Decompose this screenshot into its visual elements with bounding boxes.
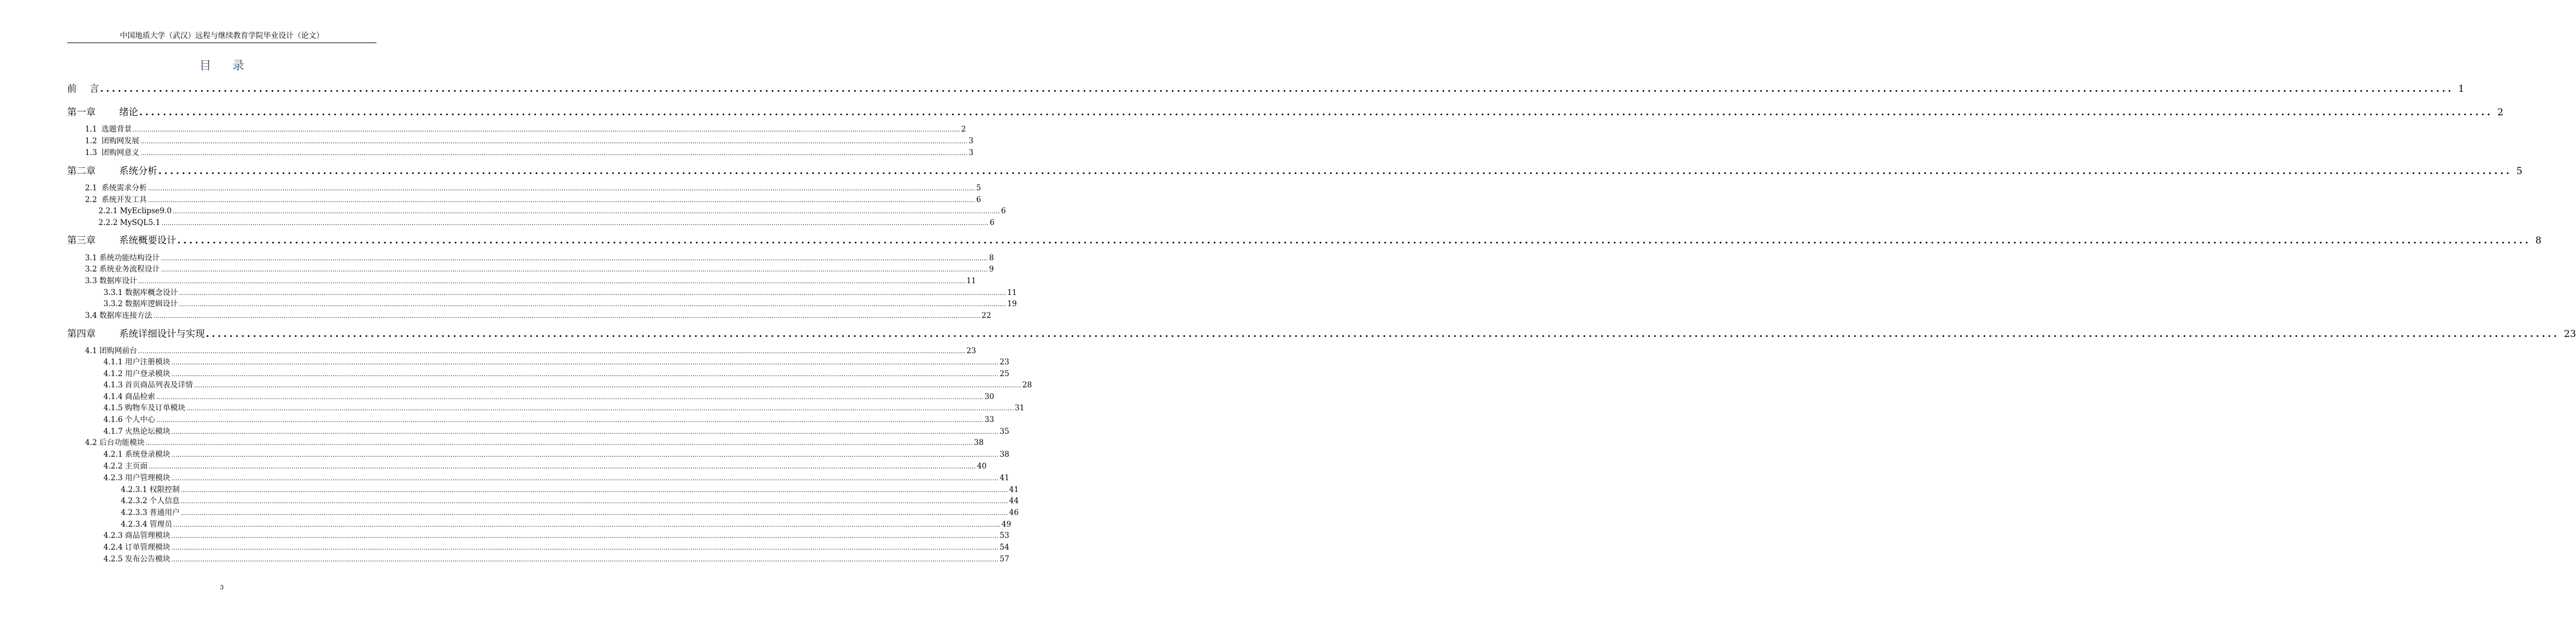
toc-entry[interactable]	[98, 206, 1006, 216]
toc-leader-dots: ................................................................................................................................................................................................................................................................................................................................................................................................................	[158, 166, 2512, 177]
toc-entry-number: 第三章	[67, 235, 96, 246]
toc-entry[interactable]	[85, 311, 991, 321]
toc-entry-page: 54	[1000, 543, 1010, 552]
toc-entry-page: 6	[976, 195, 981, 204]
toc-leader-dots: ................................................................................................................................................................................................................................................................................................................................................................................................................	[161, 219, 989, 227]
toc-entry-page: 5	[976, 184, 981, 193]
toc-entry-number: 4.1.7	[103, 427, 123, 436]
toc-entry-title: 系统需求分析	[101, 184, 147, 193]
toc-entry-page: 2	[2497, 107, 2504, 118]
toc-entry-number: 前	[67, 83, 77, 95]
toc-entry[interactable]	[67, 235, 2542, 247]
toc-entry-page: 49	[1001, 520, 1011, 529]
toc-entry-page: 8	[2535, 235, 2542, 246]
toc-entry[interactable]	[103, 288, 1017, 298]
toc-entry[interactable]	[103, 369, 1010, 379]
toc-entry-page: 23	[2564, 329, 2576, 340]
toc-entry[interactable]	[103, 449, 1010, 460]
toc-entry-number: 2.2	[85, 195, 97, 204]
toc-entry[interactable]	[103, 380, 1032, 390]
toc-entry-page: 6	[1001, 207, 1006, 215]
toc-entry[interactable]	[121, 485, 1019, 495]
toc-entry-page: 3	[968, 148, 974, 157]
toc-entry[interactable]	[67, 83, 2465, 95]
toc-entry-number: 4.2.4	[103, 543, 123, 552]
toc-entry-title: 普通用户	[149, 508, 180, 517]
toc-entry-title: 用户登录模块	[125, 369, 171, 378]
toc-title-char-1: 目	[199, 59, 211, 72]
toc-leader-dots: ................................................................................................................................................................................................................................................................................................................................................................................................................	[172, 208, 1000, 215]
toc-leader-dots: ................................................................................................................................................................................................................................................................................................................................................................................................................	[139, 107, 2493, 118]
toc-entry-page: 33	[985, 415, 995, 424]
toc-leader-dots: ................................................................................................................................................................................................................................................................................................................................................................................................................	[161, 266, 988, 273]
toc-entry[interactable]	[103, 531, 1010, 541]
toc-entry-title: 管理员	[149, 520, 172, 529]
toc-leader-dots: ................................................................................................................................................................................................................................................................................................................................................................................................................	[138, 348, 966, 355]
toc-entry-number: 第一章	[67, 107, 96, 118]
toc-entry[interactable]	[85, 136, 974, 146]
toc-entry-title: 用户管理模块	[125, 474, 171, 482]
toc-entry-title: 购物车及订单模块	[125, 404, 186, 413]
toc-leader-dots: ................................................................................................................................................................................................................................................................................................................................................................................................................	[171, 556, 999, 563]
toc-entry[interactable]	[67, 106, 2504, 119]
toc-entry[interactable]	[103, 403, 1025, 413]
toc-leader-dots: ................................................................................................................................................................................................................................................................................................................................................................................................................	[181, 509, 1008, 517]
toc-entry-title: 团购网发展	[101, 137, 139, 146]
toc-entry-page: 19	[1007, 299, 1017, 308]
toc-entry-number: 3.4	[85, 311, 97, 320]
toc-leader-dots: ................................................................................................................................................................................................................................................................................................................................................................................................................	[171, 359, 999, 366]
toc-leader-dots: ................................................................................................................................................................................................................................................................................................................................................................................................................	[177, 235, 2531, 246]
toc-entry[interactable]	[103, 542, 1010, 552]
toc-entry[interactable]	[85, 183, 981, 193]
toc-leader-dots: ................................................................................................................................................................................................................................................................................................................................................................................................................	[173, 521, 1001, 528]
toc-entry-title: 团购网意义	[101, 148, 139, 157]
toc-entry-page: 11	[966, 276, 976, 285]
toc-entry-page: 9	[989, 265, 994, 274]
toc-entry-number: 2.2.1	[98, 207, 118, 215]
toc-leader-dots: ................................................................................................................................................................................................................................................................................................................................................................................................................	[194, 382, 1021, 389]
toc-entry-title: 系统概要设计	[119, 235, 176, 246]
toc-entry-number: 4.1.4	[103, 392, 123, 401]
toc-entry-title: 数据库逻辑设计	[125, 299, 178, 308]
toc-entry-number: 4.2.5	[103, 555, 123, 564]
toc-leader-dots: ................................................................................................................................................................................................................................................................................................................................................................................................................	[171, 544, 999, 551]
toc-entry[interactable]	[98, 218, 995, 228]
toc-entry[interactable]	[85, 124, 966, 134]
toc-entry[interactable]	[103, 473, 1010, 483]
toc-entry-title: 系统详细设计与实现	[119, 329, 205, 340]
toc-entry-number: 第二章	[67, 166, 96, 177]
toc-entry-number: 3.1	[85, 254, 97, 263]
toc-entry-title: 后台功能模块	[99, 438, 145, 447]
toc-entry-page: 38	[1000, 450, 1010, 459]
toc-leader-dots: ................................................................................................................................................................................................................................................................................................................................................................................................................	[140, 138, 968, 145]
toc-entry[interactable]	[103, 415, 995, 425]
toc-leader-dots: ................................................................................................................................................................................................................................................................................................................................................................................................................	[148, 463, 976, 470]
toc-entry-number: 4.2.3	[103, 531, 123, 540]
toc-entry-title: 绪论	[119, 107, 138, 118]
toc-entry-title: MyEclipse9.0	[120, 207, 172, 215]
toc-entry-title: 火热论坛模块	[125, 427, 171, 436]
toc-leader-dots: ................................................................................................................................................................................................................................................................................................................................................................................................................	[140, 149, 968, 157]
toc-leader-dots: ................................................................................................................................................................................................................................................................................................................................................................................................................	[181, 486, 1008, 494]
toc-entry-number: 1.1	[85, 125, 97, 134]
toc-entry-number: 4.1.5	[103, 404, 123, 413]
toc-entry[interactable]	[67, 165, 2523, 177]
toc-entry-number: 2.1	[85, 184, 97, 193]
toc-entry-page: 41	[1000, 474, 1010, 482]
toc-entry-page: 8	[989, 254, 994, 263]
toc-entry[interactable]	[85, 346, 976, 356]
toc-entry-number: 1.2	[85, 137, 97, 146]
toc-entry-title: 数据库设计	[99, 276, 137, 285]
toc-entry[interactable]	[103, 427, 1010, 437]
toc-entry-title: 商品检索	[125, 392, 156, 401]
page-number: 3	[220, 584, 224, 591]
toc-entry[interactable]	[85, 276, 976, 286]
toc-entry-number: 1.3	[85, 148, 97, 157]
toc-entry-number: 3.3.1	[103, 288, 123, 297]
toc-entry-title: 团购网前台	[99, 346, 137, 355]
toc-entry-number: 4.1	[85, 346, 97, 355]
toc-leader-dots: ................................................................................................................................................................................................................................................................................................................................................................................................................	[171, 451, 999, 458]
toc-entry-number: 4.2	[85, 438, 97, 447]
toc-entry-number: 4.1.1	[103, 358, 123, 367]
toc-entry-number: 4.2.3.1	[121, 485, 148, 494]
running-header: 中国地质大学（武汉）远程与继续教育学院毕业设计（论文）	[120, 31, 324, 40]
toc-entry-number: 4.1.6	[103, 415, 123, 424]
toc-entry-number: 3.3	[85, 276, 97, 285]
toc-entry-page: 5	[2516, 166, 2523, 177]
toc-entry-page: 35	[1000, 427, 1010, 436]
toc-entry-page: 40	[977, 462, 987, 471]
toc-entry-page: 31	[1015, 404, 1025, 413]
toc-entry-title: 系统分析	[119, 166, 157, 177]
toc-entry-number: 4.2.2	[103, 462, 123, 471]
toc-leader-dots: ................................................................................................................................................................................................................................................................................................................................................................................................................	[138, 278, 966, 285]
toc-entry-title: 发布公告模块	[125, 555, 171, 564]
toc-entry[interactable]	[103, 461, 987, 471]
toc-entry[interactable]	[67, 328, 2576, 340]
toc-leader-dots: ................................................................................................................................................................................................................................................................................................................................................................................................................	[171, 428, 999, 435]
toc-entry-title: 系统功能结构设计	[99, 254, 160, 263]
toc-entry[interactable]	[85, 195, 981, 205]
toc-entry-title: 系统业务流程设计	[99, 265, 160, 274]
toc-entry[interactable]	[85, 253, 994, 263]
toc-leader-dots: ................................................................................................................................................................................................................................................................................................................................................................................................................	[145, 439, 973, 447]
toc-entry-number: 4.2.3.4	[121, 520, 148, 529]
toc-entry-page: 23	[966, 346, 976, 355]
toc-entry-number: 3.2	[85, 265, 97, 274]
toc-leader-dots: ................................................................................................................................................................................................................................................................................................................................................................................................................	[181, 498, 1008, 505]
toc-leader-dots: ................................................................................................................................................................................................................................................................................................................................................................................................................	[171, 475, 999, 482]
toc-leader-dots: ................................................................................................................................................................................................................................................................................................................................................................................................................	[153, 312, 981, 320]
toc-entry-page: 11	[1007, 288, 1017, 297]
toc-leader-dots: ................................................................................................................................................................................................................................................................................................................................................................................................................	[161, 255, 988, 262]
toc-leader-dots: ................................................................................................................................................................................................................................................................................................................................................................................................................	[178, 289, 1006, 297]
toc-leader-dots: ................................................................................................................................................................................................................................................................................................................................................................................................................	[171, 532, 999, 540]
toc-leader-dots: ................................................................................................................................................................................................................................................................................................................................................................................................................	[171, 371, 999, 378]
toc-entry-number: 4.1.3	[103, 381, 123, 390]
toc-entry[interactable]	[103, 554, 1010, 564]
toc-entry-title: 选题背景	[101, 125, 132, 134]
toc-entry-page: 57	[1000, 555, 1010, 564]
toc-leader-dots: ................................................................................................................................................................................................................................................................................................................................................................................................................	[178, 301, 1006, 308]
toc-entry-page: 3	[968, 137, 974, 146]
toc-entry-page: 1	[2458, 83, 2465, 95]
toc-entry[interactable]	[103, 357, 1010, 367]
toc-entry-page: 44	[1009, 496, 1019, 505]
toc-entry-title: 用户注册模块	[125, 358, 171, 367]
toc-entry-page: 23	[1000, 358, 1010, 367]
toc-leader-dots: ................................................................................................................................................................................................................................................................................................................................................................................................................	[100, 83, 2454, 95]
toc-entry-title: 个人中心	[125, 415, 156, 424]
toc-entry-number: 3.3.2	[103, 299, 123, 308]
toc-entry-page: 2	[961, 125, 966, 134]
toc-entry-title: 权限控制	[149, 485, 180, 494]
toc-entry-page: 28	[1022, 381, 1032, 390]
toc-entry-number: 2.2.2	[98, 218, 118, 227]
toc-entry-title: 商品管理模块	[125, 531, 171, 540]
toc-entry-page: 22	[981, 311, 991, 320]
toc-entry-title: 主页面	[125, 462, 148, 471]
toc-entry-title: 首页商品列表及详情	[125, 381, 193, 390]
toc-entry-title: MySQL5.1	[120, 218, 161, 227]
toc-entry-number: 第四章	[67, 329, 96, 340]
toc-title-char-2: 录	[232, 59, 244, 72]
toc-entry[interactable]	[103, 299, 1017, 309]
toc-entry[interactable]	[121, 496, 1019, 506]
toc-entry-title: 订单管理模块	[125, 543, 171, 552]
toc-leader-dots: ................................................................................................................................................................................................................................................................................................................................................................................................................	[133, 126, 960, 133]
toc-entry-page: 6	[990, 218, 995, 227]
toc-entry-page: 41	[1009, 485, 1019, 494]
toc-entry-title: 系统开发工具	[101, 195, 147, 204]
toc-entry[interactable]	[121, 508, 1019, 518]
toc-leader-dots: ................................................................................................................................................................................................................................................................................................................................................................................................................	[148, 185, 976, 192]
toc-entry-page: 38	[974, 438, 984, 447]
toc-entry[interactable]	[85, 438, 984, 448]
toc-entry-page: 25	[1000, 369, 1010, 378]
toc-entry-title: 言	[90, 83, 99, 95]
toc-entry[interactable]	[103, 392, 995, 402]
toc-leader-dots: ................................................................................................................................................................................................................................................................................................................................................................................................................	[186, 405, 1014, 412]
toc-entry-page: 30	[985, 392, 995, 401]
toc-entry-title: 数据库连接方法	[99, 311, 152, 320]
toc-leader-dots: ................................................................................................................................................................................................................................................................................................................................................................................................................	[156, 393, 983, 401]
toc-entry-number: 4.2.1	[103, 450, 123, 459]
toc-entry[interactable]	[85, 264, 994, 274]
toc-entry-number: 4.2.3.2	[121, 496, 148, 505]
toc-entry-number: 4.2.3	[103, 474, 123, 482]
toc-entry-page: 53	[1000, 531, 1010, 540]
toc-entry-page: 46	[1009, 508, 1019, 517]
toc-entry-title: 个人信息	[149, 496, 180, 505]
toc-leader-dots: ................................................................................................................................................................................................................................................................................................................................................................................................................	[156, 416, 983, 424]
toc-entry-title: 数据库概念设计	[125, 288, 178, 297]
toc-entry-number: 4.1.2	[103, 369, 123, 378]
toc-entry-number: 4.2.3.3	[121, 508, 148, 517]
toc-entry[interactable]	[121, 519, 1011, 529]
toc-leader-dots: ................................................................................................................................................................................................................................................................................................................................................................................................................	[206, 329, 2560, 340]
toc-entry-title: 系统登录模块	[125, 450, 171, 459]
toc-leader-dots: ................................................................................................................................................................................................................................................................................................................................................................................................................	[148, 196, 976, 204]
toc-entry[interactable]	[85, 148, 974, 158]
